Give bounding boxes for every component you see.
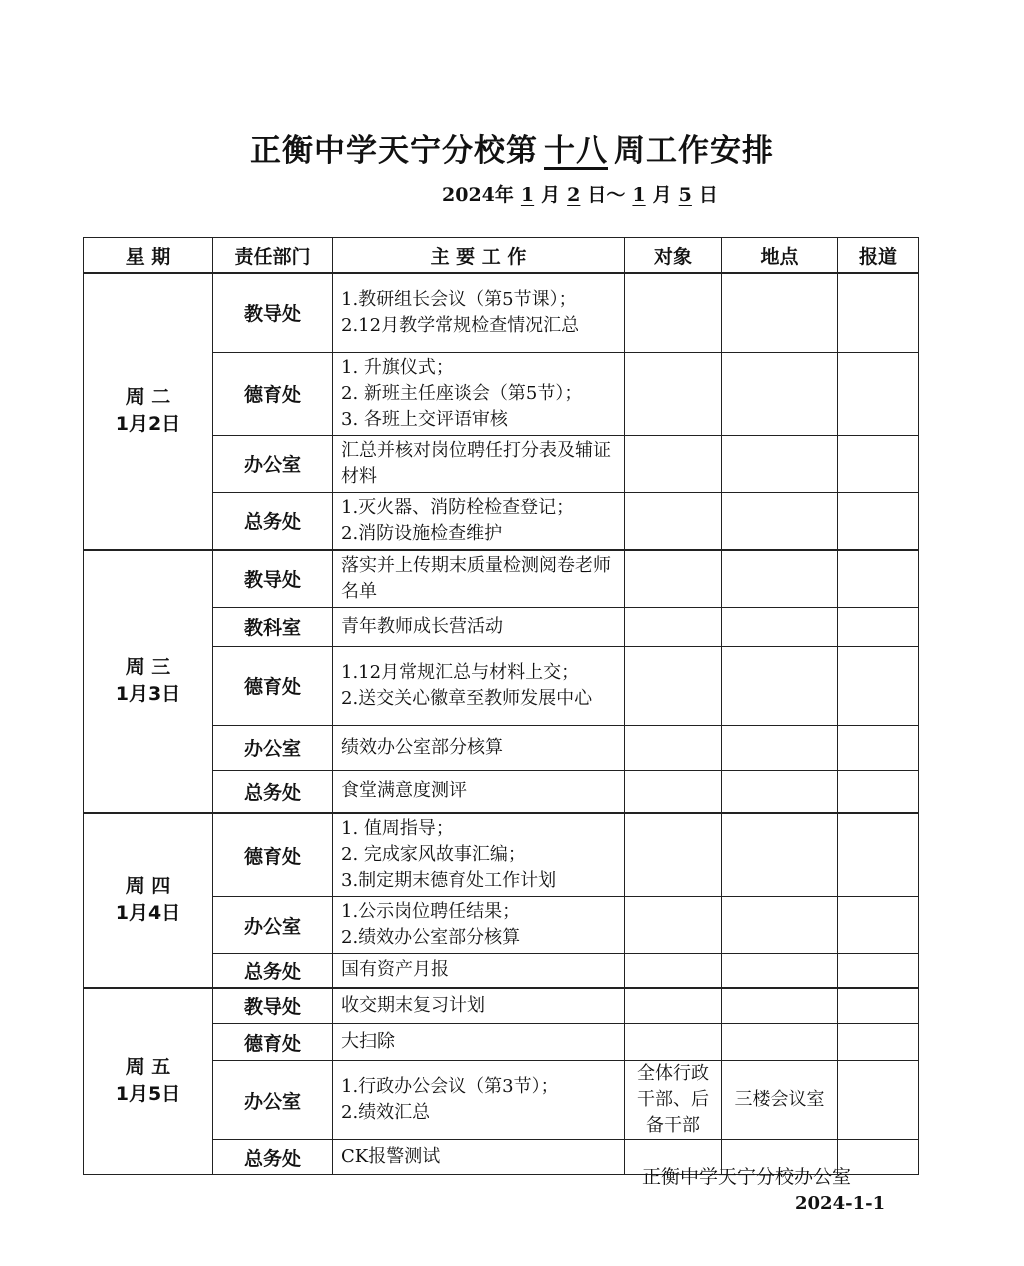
date-day-unit: 日 — [698, 184, 718, 206]
work-item: 1.行政办公会议（第3节）； — [341, 1076, 559, 1097]
target-line: 备干部 — [646, 1115, 700, 1136]
department-cell: 办公室 — [213, 897, 333, 954]
department-cell: 德育处 — [213, 646, 333, 725]
target-cell — [625, 435, 722, 492]
location-cell — [722, 813, 838, 897]
date-start-day: 2 — [567, 184, 581, 206]
location-cell — [722, 988, 838, 1024]
target-cell — [625, 607, 722, 646]
work-cell — [333, 1024, 625, 1061]
weekday-cell — [84, 988, 213, 1175]
report-cell — [838, 492, 919, 550]
date-tilde: ～ — [606, 184, 626, 206]
work-cell — [333, 1061, 625, 1140]
weekday-label: 周 三 — [125, 656, 171, 679]
header-report: 报道 — [838, 238, 919, 274]
report-cell — [838, 550, 919, 608]
work-item: 2. 完成家风故事汇编； — [341, 844, 526, 865]
target-cell — [625, 954, 722, 988]
header-target: 对象 — [625, 238, 722, 274]
work-item: 1.教研组长会议（第5节课）； — [341, 288, 577, 310]
location-cell — [722, 897, 838, 954]
table-row — [84, 273, 919, 352]
work-cell — [333, 550, 625, 608]
department-cell: 办公室 — [213, 1061, 333, 1140]
work-item: 2.绩效汇总 — [341, 1102, 431, 1123]
department-cell: 总务处 — [213, 770, 333, 813]
title-prefix: 正衡中学天宁分校第 — [250, 133, 538, 169]
work-cell — [333, 954, 625, 988]
report-cell — [838, 646, 919, 725]
table-row — [84, 988, 919, 1024]
location-cell — [722, 646, 838, 725]
report-cell — [838, 1024, 919, 1061]
weekday-label: 周 二 — [125, 386, 171, 409]
department-cell: 总务处 — [213, 1140, 333, 1175]
date-month-unit: 月 — [652, 184, 672, 206]
report-cell — [838, 435, 919, 492]
date-year-unit: 年 — [494, 184, 514, 206]
work-item: 3.制定期末德育处工作计划 — [341, 870, 557, 891]
target-cell — [625, 813, 722, 897]
department-cell: 办公室 — [213, 435, 333, 492]
work-item: 2.绩效办公室部分核算 — [341, 927, 521, 948]
work-cell — [333, 988, 625, 1024]
target-cell — [625, 1024, 722, 1061]
work-item: 2.消防设施检查维护 — [341, 522, 503, 544]
date-start-month: 1 — [520, 184, 535, 206]
report-cell — [838, 988, 919, 1024]
work-item: 1.灭火器、消防栓检查登记； — [341, 496, 575, 518]
footer-date: 2024-1-1 — [795, 1193, 886, 1214]
target-cell — [625, 352, 722, 435]
weekday-cell — [84, 550, 213, 814]
report-cell — [838, 725, 919, 770]
report-cell — [838, 607, 919, 646]
target-cell — [625, 550, 722, 608]
work-item: 1.12月常规汇总与材料上交； — [341, 661, 580, 683]
target-line: 全体行政 — [637, 1063, 709, 1084]
department-cell: 总务处 — [213, 954, 333, 988]
header-weekday: 星 期 — [84, 238, 213, 274]
location-cell — [722, 770, 838, 813]
table-row — [84, 550, 919, 608]
department-cell: 德育处 — [213, 352, 333, 435]
work-cell — [333, 770, 625, 813]
table-body — [84, 273, 919, 1175]
table-header-row — [84, 238, 919, 274]
header-location: 地点 — [722, 238, 838, 274]
schedule-table — [83, 237, 919, 1175]
report-cell — [838, 352, 919, 435]
date-day-unit: 日 — [587, 184, 607, 206]
report-cell — [838, 897, 919, 954]
weekday-date: 1月4日 — [115, 902, 181, 925]
location-cell — [722, 954, 838, 988]
report-cell — [838, 1061, 919, 1140]
location-cell: 三楼会议室 — [722, 1061, 838, 1140]
target-cell — [625, 492, 722, 550]
department-cell: 总务处 — [213, 492, 333, 550]
work-cell — [333, 897, 625, 954]
work-item: 青年教师成长营活动 — [341, 615, 503, 637]
weekday-date: 1月3日 — [115, 683, 181, 706]
target-cell — [625, 1061, 722, 1140]
date-month-unit: 月 — [541, 184, 561, 206]
page-title — [0, 125, 1024, 170]
date-range — [442, 180, 718, 207]
date-year: 2024 — [442, 184, 495, 206]
department-cell: 教科室 — [213, 607, 333, 646]
work-item: 2.送交关心徽章至教师发展中心 — [341, 687, 593, 709]
location-cell — [722, 492, 838, 550]
work-item: 食堂满意度测评 — [341, 780, 467, 802]
work-item: CK报警测试 — [341, 1146, 441, 1167]
target-cell — [625, 988, 722, 1024]
work-item: 国有资产月报 — [341, 959, 449, 981]
report-cell — [838, 273, 919, 352]
department-cell: 教导处 — [213, 273, 333, 352]
work-item: 汇总并核对岗位聘任打分表及辅证材料 — [341, 439, 611, 487]
date-end-month: 1 — [632, 184, 646, 206]
work-cell — [333, 492, 625, 550]
work-item: 收交期末复习计划 — [341, 994, 485, 1016]
location-cell — [722, 435, 838, 492]
table-row — [84, 813, 919, 897]
location-cell — [722, 607, 838, 646]
target-cell — [625, 725, 722, 770]
target-line: 干部、后 — [637, 1089, 709, 1110]
weekday-date: 1月5日 — [115, 1083, 181, 1106]
weekday-label: 周 四 — [125, 875, 171, 898]
work-item: 落实并上传期末质量检测阅卷老师名单 — [341, 554, 611, 602]
location-cell — [722, 352, 838, 435]
header-main-work: 主 要 工 作 — [333, 238, 625, 274]
department-cell: 教导处 — [213, 550, 333, 608]
title-suffix: 周工作安排 — [614, 133, 774, 169]
title-week-number: 十八 — [544, 133, 608, 169]
work-cell — [333, 725, 625, 770]
work-item: 1.公示岗位聘任结果； — [341, 901, 521, 922]
report-cell — [838, 813, 919, 897]
work-cell — [333, 435, 625, 492]
work-item: 1. 值周指导； — [341, 818, 454, 839]
department-cell: 德育处 — [213, 813, 333, 897]
weekday-date: 1月2日 — [115, 413, 181, 436]
department-cell: 德育处 — [213, 1024, 333, 1061]
work-cell — [333, 813, 625, 897]
location-cell — [722, 550, 838, 608]
work-cell — [333, 352, 625, 435]
work-item: 3. 各班上交评语审核 — [341, 408, 508, 430]
footer-organization: 正衡中学天宁分校办公室 — [642, 1166, 852, 1188]
target-cell — [625, 897, 722, 954]
date-end-day: 5 — [678, 184, 692, 206]
work-cell — [333, 607, 625, 646]
target-cell — [625, 273, 722, 352]
target-cell — [625, 770, 722, 813]
work-item: 2. 新班主任座谈会（第5节）； — [341, 382, 583, 404]
department-cell: 教导处 — [213, 988, 333, 1024]
weekday-label: 周 五 — [125, 1056, 171, 1079]
work-item: 大扫除 — [341, 1031, 395, 1052]
department-cell: 办公室 — [213, 725, 333, 770]
target-cell — [625, 646, 722, 725]
weekday-cell — [84, 273, 213, 550]
location-cell — [722, 273, 838, 352]
weekday-cell — [84, 813, 213, 988]
report-cell — [838, 954, 919, 988]
work-item: 2.12月教学常规检查情况汇总 — [341, 314, 580, 336]
work-cell — [333, 646, 625, 725]
work-cell — [333, 1140, 625, 1175]
work-cell — [333, 273, 625, 352]
location-cell — [722, 1024, 838, 1061]
work-item: 绩效办公室部分核算 — [341, 736, 503, 758]
report-cell — [838, 770, 919, 813]
work-item: 1. 升旗仪式； — [341, 356, 454, 378]
header-department: 责任部门 — [213, 238, 333, 274]
location-cell — [722, 725, 838, 770]
